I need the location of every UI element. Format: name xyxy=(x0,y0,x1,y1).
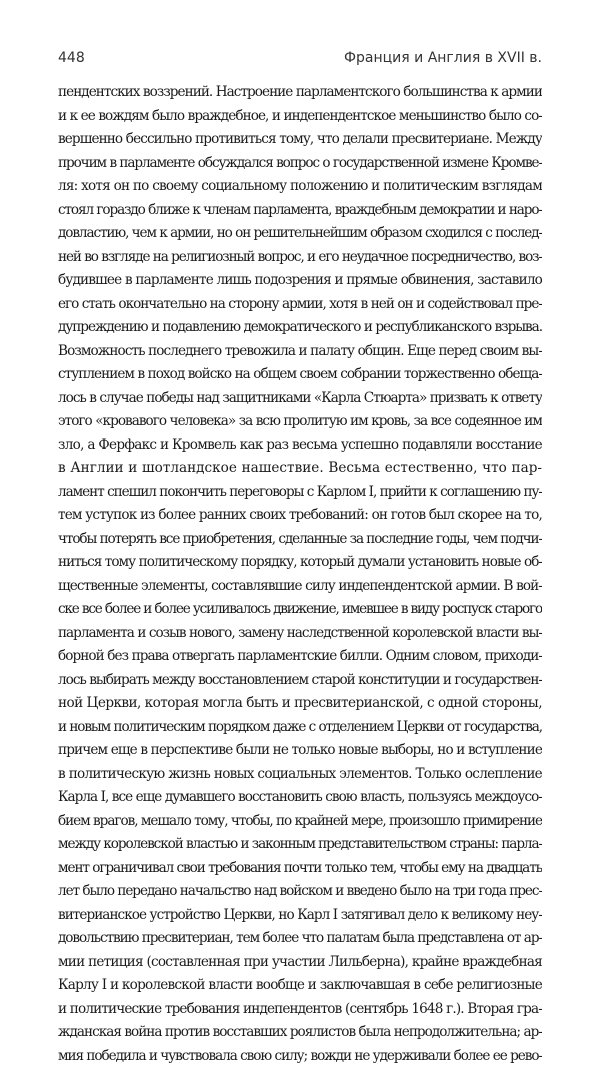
text-line: ламент спешил покончить переговоры с Карлом I, прийти к соглашению пу- xyxy=(58,481,542,505)
text-line: витерианское устройство Церкви, но Карл I затягивал дело к великому неу- xyxy=(58,904,542,928)
body-text xyxy=(58,81,542,1068)
text-line: и политические требования индепендентов (сентябрь 1648 г.). Вторая гра- xyxy=(58,998,542,1022)
text-line: будившее в парламенте лишь подозрения и прямые обвинения, заставило xyxy=(58,269,542,293)
text-line: зло, а Ферфакс и Кромвель как раз весьма успешно подавляли восстание xyxy=(58,434,542,458)
text-line: его стать окончательно на сторону армии, хотя в ней он и содействовал пре- xyxy=(58,293,542,317)
text-line: тем уступок из более ранних своих требований: он готов был скорее на то, xyxy=(58,504,542,528)
text-line: борной без права отвергать парламентские билли. Одним словом, приходи- xyxy=(58,645,542,669)
text-line: причем еще в перспективе были не только новые выборы, но и вступление xyxy=(58,739,542,763)
text-line: лет было передано начальство над войском и введено было на три года прес- xyxy=(58,880,542,904)
text-line: жданская война против восставших роялистов была непродолжительна; ар- xyxy=(58,1021,542,1045)
running-title: Франция и Англия в XVII в. xyxy=(344,50,542,66)
text-line: прочим в парламенте обсуждался вопрос о государственной измене Кромве- xyxy=(58,152,542,176)
text-line: этого «кровавого человека» за всю пролитую им кровь, за все содеянное им xyxy=(58,410,542,434)
text-line: и новым политическим порядком даже с отделением Церкви от государства, xyxy=(58,716,542,740)
text-line: довластию, чем к армии, но он решительнейшим образом сходился с послед- xyxy=(58,222,542,246)
text-line: мия победила и чувствовала свою силу; вожди не удерживали более ее рево- xyxy=(58,1045,542,1068)
text-line: ней во взгляде на религиозный вопрос, и его неудачное посредничество, воз- xyxy=(58,246,542,270)
text-line: Возможность последнего тревожила и палату общин. Еще перед своим вы- xyxy=(58,340,542,364)
text-line: мент ограничивал свои требования почти только тем, чтобы ему на двадцать xyxy=(58,857,542,881)
text-line: лось выбирать между восстановлением старой конституции и государствен- xyxy=(58,669,542,693)
text-line: Карлу I и королевской власти вообще и заключавшая в себе религиозные xyxy=(58,974,542,998)
text-line: чтобы потерять все приобретения, сделанные за последние годы, чем подчи- xyxy=(58,528,542,552)
page-header xyxy=(58,50,542,70)
text-line: стоял гораздо ближе к членам парламента, враждебным демократии и наро- xyxy=(58,199,542,223)
text-line: бием врагов, мешало тому, чтобы, по крайней мере, произошло примирение xyxy=(58,810,542,834)
text-line: и к ее вождям было враждебное, и индепендентское меньшинство было со- xyxy=(58,105,542,129)
text-line: в Англии и шотландское нашествие. Весьма естественно, что пар- xyxy=(58,457,542,481)
text-line: дупреждению и подавлению демократического и республиканского взрыва. xyxy=(58,316,542,340)
text-line: парламента и созыв нового, замену наследственной королевской власти вы- xyxy=(58,622,542,646)
text-line: вершенно бессильно противиться тому, что делали пресвитериане. Между xyxy=(58,128,542,152)
text-line: щественные элементы, составлявшие силу индепендентской армии. В вой- xyxy=(58,575,542,599)
text-line: Карла I, все еще думавшего восстановить свою власть, пользуясь междоусо- xyxy=(58,786,542,810)
text-line: ниться тому политическому порядку, который думали установить новые об- xyxy=(58,551,542,575)
text-line: лось в случае победы над защитниками «Карла Стюарта» призвать к ответу xyxy=(58,387,542,411)
text-line: в политическую жизнь новых социальных элементов. Только ослепление xyxy=(58,763,542,787)
text-line: довольствию пресвитериан, тем более что палатам была представлена от ар- xyxy=(58,927,542,951)
text-line: ступлением в поход войско на общем своем собрании торжественно обеща- xyxy=(58,363,542,387)
text-line: пендентских воззрений. Настроение парламентского большинства к армии xyxy=(58,81,542,105)
text-line: между королевской властью и законным представительством страны: парла- xyxy=(58,833,542,857)
page-number: 448 xyxy=(58,50,85,66)
text-line: ске все более и более усиливалось движение, имевшее в виду роспуск старого xyxy=(58,598,542,622)
text-line: мии петиция (составленная при участии Лильберна), крайне враждебная xyxy=(58,951,542,975)
text-line: ной Церкви, которая могла быть и пресвитерианской, с одной стороны, xyxy=(58,692,542,716)
text-line: ля: хотя он по своему социальному положению и политическим взглядам xyxy=(58,175,542,199)
